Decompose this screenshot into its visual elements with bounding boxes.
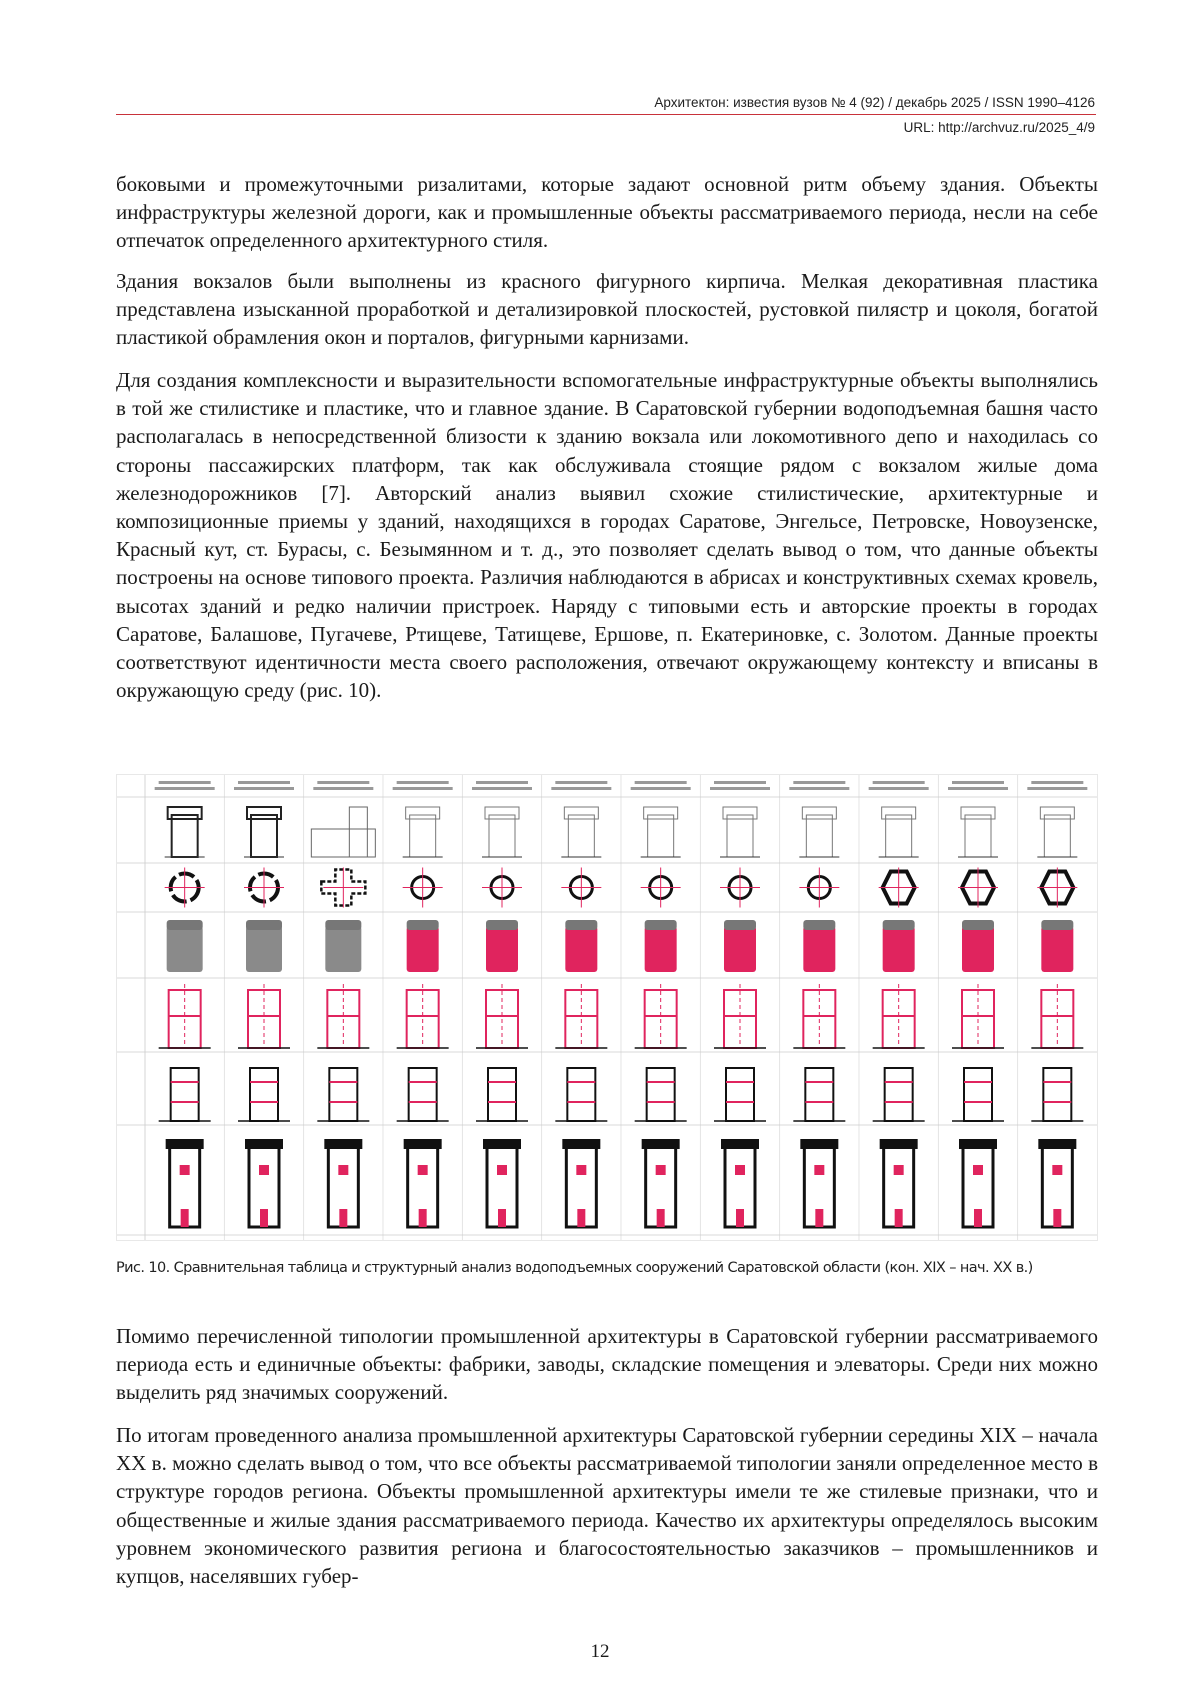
column-header-mark [714,781,766,784]
facade-scheme [1043,1068,1071,1121]
facade-scheme [885,1068,913,1121]
column-header-mark [948,787,1008,790]
volume-model-top [1041,920,1073,930]
elevation-detail [498,1209,506,1227]
elevation-detail [1052,1165,1062,1175]
facade-drawing [723,807,757,819]
volume-model [246,926,282,972]
paragraph-1: боковыми и промежуточными ризалитами, которые задают основной ритм объему здания. Объекты инфраструктуры железной дороги, как и промышленные объекты рассматриваемого периода, несли на себе отпечаток определенного архитектурного стиля. [116,172,1098,253]
facade-scheme [488,1068,516,1121]
elevation-drawing [880,1139,918,1149]
facade-scheme [567,1068,595,1121]
elevation-detail [1053,1209,1061,1227]
facade-scheme [250,1068,278,1121]
volume-model-top [246,920,282,930]
volume-model-top [803,920,835,930]
volume-model [1041,926,1073,972]
column-header-mark [393,787,453,790]
facade-scheme [647,1068,675,1121]
elevation-detail [815,1209,823,1227]
volume-model [167,926,203,972]
volume-model [565,926,597,972]
elevation-detail [259,1165,269,1175]
volume-model [407,926,439,972]
volume-model [486,926,518,972]
volume-model-top [883,920,915,930]
volume-model [724,926,756,972]
elevation-detail [338,1165,348,1175]
column-header-mark [476,781,528,784]
paragraph-4: Помимо перечисленной типологии промышленной архитектуры в Саратовской губернии рассматриваемого периода есть и единичные объекты: фабрики, заводы, складские помещения и элеваторы. Среди них можно выделить ряд значимых сооружений. [116,1324,1098,1405]
elevation-detail [895,1209,903,1227]
elevation-drawing [1038,1139,1076,1149]
volume-model-top [962,920,994,930]
volume-model [962,926,994,972]
facade-drawing [965,815,991,857]
column-header-mark [397,781,449,784]
elevation-drawing [245,1139,283,1149]
elevation-drawing [483,1139,521,1149]
elevation-detail [418,1165,428,1175]
facade-scheme [805,1068,833,1121]
column-header-mark [789,787,849,790]
column-header-mark [793,781,845,784]
volume-model-top [645,920,677,930]
elevation-detail [657,1209,665,1227]
facade-drawing [802,807,836,819]
elevation-detail [260,1209,268,1227]
elevation-detail [973,1165,983,1175]
column-header-mark [555,781,607,784]
facade-drawing [564,807,598,819]
column-header-mark [635,781,687,784]
volume-model [803,926,835,972]
facade-drawing [485,807,519,819]
volume-model-top [167,920,203,930]
facade-scheme [726,1068,754,1121]
column-header-mark [710,787,770,790]
elevation-detail [339,1209,347,1227]
tower-comparison-grid [117,775,1097,1240]
facade-drawing [806,815,832,857]
facade-drawing [251,815,277,857]
volume-model [883,926,915,972]
volume-model-top [486,920,518,930]
journal-header: Архитектон: известия вузов № 4 (92) / декабрь 2025 / ISSN 1990–4126 [654,95,1095,110]
elevation-drawing [166,1139,204,1149]
facade-drawing [168,807,202,819]
elevation-detail [577,1209,585,1227]
paragraph-2: Здания вокзалов были выполнены из красного фигурного кирпича. Мелкая декоративная пластика представлена изысканной проработкой и детализировкой плоскостей, рустовкой пилястр и цоколя, богатой пластикой обрамления окон и порталов, фигурными карнизами. [116,269,1098,350]
elevation-drawing [721,1139,759,1149]
column-header-mark [159,781,211,784]
volume-model-top [407,920,439,930]
column-header-mark [317,781,369,784]
volume-model-top [724,920,756,930]
column-header-mark [472,787,532,790]
figure-comparison-table [116,774,1098,1241]
elevation-detail [656,1165,666,1175]
facade-drawing [961,807,995,819]
column-header-mark [1027,787,1087,790]
elevation-detail [736,1209,744,1227]
facade-drawing [886,815,912,857]
facade-scheme [409,1068,437,1121]
facade-drawing [882,807,916,819]
facade-drawing [727,815,753,857]
elevation-detail [894,1165,904,1175]
facade-drawing [410,815,436,857]
page-number: 12 [590,1641,610,1662]
column-header-mark [631,787,691,790]
column-header-mark [155,787,215,790]
facade-scheme [171,1068,199,1121]
paragraph-5: По итогам проведенного анализа промышленной архитектуры Саратовской губернии середины XIX – начала XX в. можно сделать вывод о том, что все объекты рассматриваемой типологии заняли определенное место в структуре городов региона. Объекты промышленной архитектуры имели те же стилевые признаки, что и общественные и жилые здания рассматриваемого периода. Качество их архитектуры определялось высоким уровнем экономического развития региона и благосостоятельностью заказчиков – промышленников и купцов, населявших губер- [116,1423,1098,1589]
column-header-mark [313,787,373,790]
elevation-drawing [324,1139,362,1149]
facade-drawing [311,829,375,857]
column-header-mark [1031,781,1083,784]
elevation-drawing [642,1139,680,1149]
elevation-drawing [562,1139,600,1149]
facade-drawing [568,815,594,857]
column-header-mark [238,781,290,784]
facade-drawing [247,807,281,819]
elevation-detail [180,1165,190,1175]
facade-drawing [172,815,198,857]
facade-drawing [489,815,515,857]
facade-drawing [406,807,440,819]
elevation-drawing [404,1139,442,1149]
elevation-drawing [800,1139,838,1149]
volume-model [325,926,361,972]
elevation-drawing [959,1139,997,1149]
column-header-mark [234,787,294,790]
facade-scheme [329,1068,357,1121]
elevation-detail [814,1165,824,1175]
elevation-detail [974,1209,982,1227]
elevation-detail [735,1165,745,1175]
facade-drawing [644,807,678,819]
column-header-mark [873,781,925,784]
elevation-detail [419,1209,427,1227]
volume-model-top [325,920,361,930]
elevation-detail [181,1209,189,1227]
column-header-mark [551,787,611,790]
column-header-mark [869,787,929,790]
facade-drawing [648,815,674,857]
volume-model-top [565,920,597,930]
volume-model [645,926,677,972]
column-header-mark [952,781,1004,784]
header-divider [116,114,1096,115]
facade-drawing [1044,815,1070,857]
figure-caption: Рис. 10. Сравнительная таблица и структурный анализ водоподъемных сооружений Саратовской области (кон. XIX – нач. XX в.) [116,1260,1033,1276]
journal-url: URL: http://archvuz.ru/2025_4/9 [903,120,1095,135]
elevation-detail [497,1165,507,1175]
facade-drawing [349,807,367,857]
facade-drawing [1040,807,1074,819]
facade-scheme [964,1068,992,1121]
paragraph-3: Для создания комплексности и выразительности вспомогательные инфраструктурные объекты выполнялись в той же стилистике и пластике, что и главное здание. В Саратовской губернии водоподъемная башня часто располагалась в непосредственной близости к зданию вокзала или локомотивного депо и находилась со стороны пассажирских платформ, так как обслуживала стоящие рядом с вокзалом жилые дома железнодорожников [7]. Авторский анализ выявил схожие стилистические, архитектурные и композиционные приемы у зданий, находящихся в городах Саратове, Энгельсе, Петровске, Новоузенске, Красный кут, ст. Бурасы, с. Безымянном и т. д., это позволяет сделать вывод о том, что данные объекты построены на основе типового проекта. Различия наблюдаются в абрисах и конструктивных схемах кровель, высотах зданий и редко наличии пристроек. Наряду с типовыми есть и авторские проекты в городах Саратове, Балашове, Пугачеве, Ртищеве, Татищеве, Ершове, п. Екатериновке, с. Золотом. Данные проекты соответствуют идентичности места своего расположения, отвечают окружающему контексту и вписаны в окружающую среду (рис. 10). [116,368,1098,703]
elevation-detail [576,1165,586,1175]
